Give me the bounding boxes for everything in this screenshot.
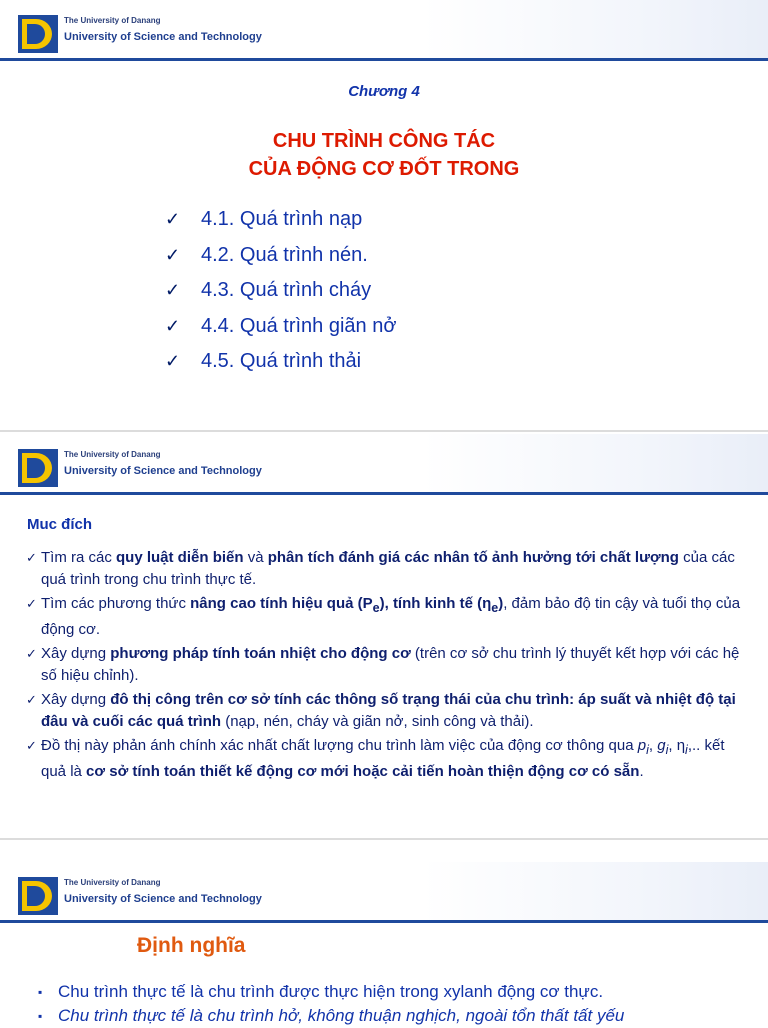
check-icon: ✓ — [165, 315, 181, 336]
text: (nạp, nén, cháy và giãn nở, sinh công và thải). — [221, 713, 534, 730]
bold-text: nâng cao tính hiệu quả (P — [190, 595, 373, 612]
slide-title-line-2: CỦA ĐỘNG CƠ ĐỐT TRONG — [248, 158, 520, 180]
definition-item — [38, 980, 758, 1004]
check-icon: ✓ — [26, 596, 37, 611]
purpose-heading: Muc đích — [27, 516, 93, 533]
toc-item — [165, 244, 396, 280]
text: Tìm các phương thức — [41, 595, 191, 612]
check-icon: ✓ — [26, 646, 37, 661]
chapter-label: Chương 4 — [348, 83, 420, 100]
bold-text: ), tính kinh tế (η — [379, 595, 492, 612]
check-icon: ✓ — [26, 692, 37, 707]
subscript: e — [491, 601, 499, 615]
slide-title-line-1: CHU TRÌNH CÔNG TÁC — [272, 130, 496, 152]
text: (trên cơ sở chu trình lý thuyết kết hợp với các hệ số hiệu chỉnh). — [41, 645, 740, 684]
definition-list — [38, 980, 758, 1028]
slide-header — [0, 0, 768, 58]
toc-item-label: 4.1. Quá trình nạp — [201, 208, 363, 230]
slide-1 — [0, 0, 768, 428]
square-bullet-icon: ▪ — [38, 985, 43, 999]
check-icon: ✓ — [165, 351, 181, 371]
subscript: e — [372, 601, 380, 615]
purpose-item — [26, 547, 741, 591]
subscript: i — [646, 743, 649, 757]
university-top-text: The University of Danang — [64, 450, 161, 459]
square-bullet-icon: ▪ — [38, 1009, 43, 1023]
purpose-item — [26, 643, 741, 687]
bold-text: phương pháp tính toán nhiệt cho động cơ — [110, 645, 411, 662]
bold-text: đô thị công trên cơ sở tính các thông số trạng thái của chu trình: áp suất và nhiệt độ tại đâu và cuối các quá trình — [41, 691, 736, 730]
definition-item — [38, 1004, 758, 1028]
text: Xây dựng — [41, 645, 111, 662]
toc-item-label: 4.2. Quá trình nén. — [201, 243, 368, 266]
slide-header — [0, 862, 768, 920]
university-top-text: The University of Danang — [64, 878, 161, 887]
university-logo — [8, 868, 60, 916]
university-main-text: University of Science and Technology — [64, 31, 262, 43]
slide-divider — [0, 430, 768, 432]
text: , — [668, 737, 677, 754]
university-main-text: University of Science and Technology — [64, 465, 262, 477]
university-logo — [8, 440, 60, 488]
toc-item-label: 4.4. Quá trình giãn nở — [201, 314, 397, 337]
check-icon: ✓ — [26, 550, 37, 565]
symbol: g — [657, 737, 666, 754]
bold-text: phân tích đánh giá các nhân tố ảnh hưởng tới chất lượng — [267, 549, 679, 566]
subscript: i — [685, 743, 688, 757]
toc-item — [165, 350, 396, 386]
check-icon: ✓ — [165, 280, 181, 300]
header-rule — [0, 920, 768, 923]
symbol: p — [637, 737, 647, 754]
text: Đồ thị này phản ánh chính xác nhất chất lượng chu trình làm việc của động cơ thông qua — [41, 737, 638, 754]
text: . — [639, 763, 644, 780]
bold-text: cơ sở tính toán thiết kế động cơ mới hoặc cải tiến hoàn thiện động cơ có sẵn — [86, 763, 640, 780]
text: của các quá trình trong chu trình thực tế. — [41, 549, 735, 588]
purpose-list — [26, 547, 741, 785]
text: ,.. kết quả là — [41, 737, 725, 780]
definition-text: Chu trình thực tế là chu trình hở, không thuận nghịch, ngoài tổn thất tất yếu — [58, 1006, 625, 1025]
header-rule — [0, 58, 768, 61]
university-logo — [8, 6, 60, 54]
university-main-text: University of Science and Technology — [64, 893, 262, 905]
definition-heading: Định nghĩa — [137, 934, 246, 957]
chapter-toc — [165, 208, 396, 386]
purpose-item — [26, 593, 741, 641]
check-icon: ✓ — [26, 738, 37, 753]
text: Tìm ra các — [41, 549, 117, 566]
slide-divider — [0, 838, 768, 840]
slide-header — [0, 434, 768, 492]
purpose-item — [26, 689, 741, 733]
text: , đảm bảo độ tin cậy và tuổi thọ của động cơ. — [41, 595, 741, 638]
bold-text: quy luật diễn biến — [116, 549, 244, 566]
toc-item-label: 4.5. Quá trình thải — [201, 350, 362, 372]
toc-item — [165, 208, 396, 244]
definition-text: Chu trình thực tế là chu trình được thực hiện trong xylanh động cơ thực. — [58, 982, 604, 1001]
toc-item-label: 4.3. Quá trình cháy — [201, 279, 372, 301]
subscript: i — [665, 743, 669, 757]
text: và — [243, 549, 268, 566]
university-top-text: The University of Danang — [64, 16, 161, 25]
toc-item — [165, 315, 396, 351]
toc-item — [165, 279, 396, 315]
check-icon: ✓ — [165, 209, 181, 229]
purpose-item — [26, 735, 741, 783]
bold-text: ) — [498, 595, 504, 612]
check-icon: ✓ — [165, 244, 181, 265]
text: , — [648, 737, 658, 754]
text: Xây dựng — [41, 691, 111, 708]
symbol: η — [676, 737, 686, 754]
header-rule — [0, 492, 768, 495]
